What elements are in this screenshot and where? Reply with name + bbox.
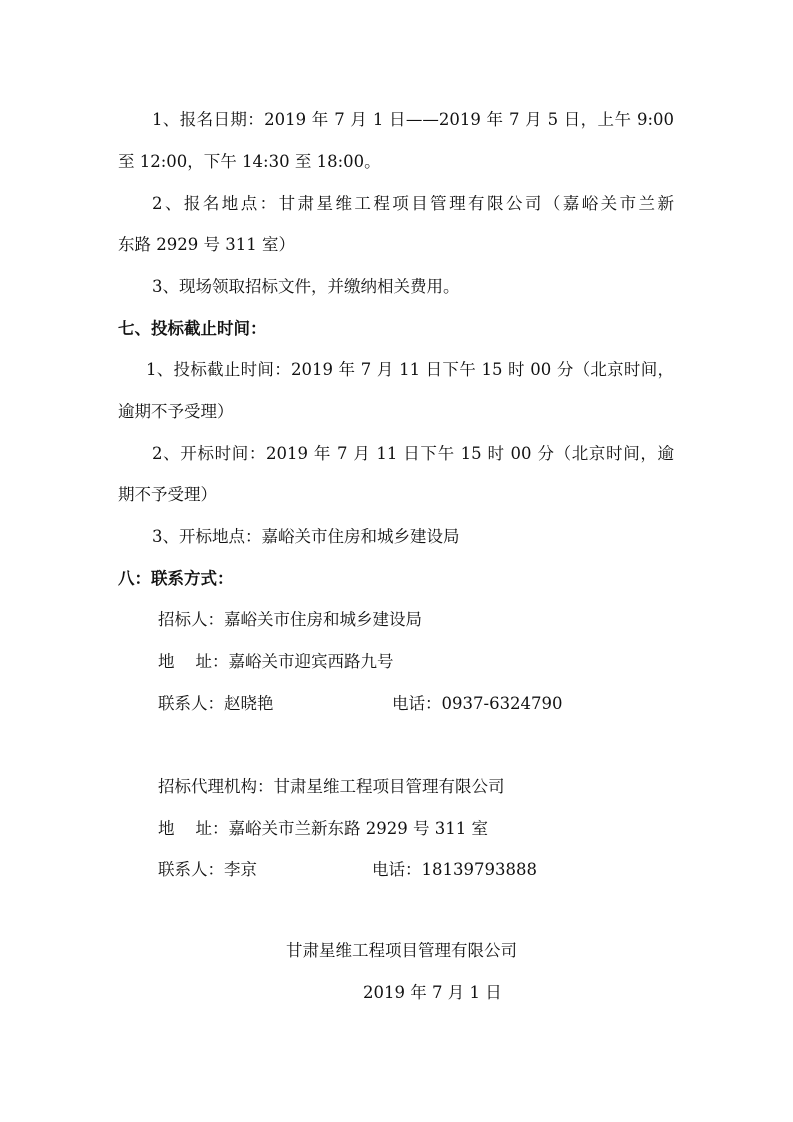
tenderer-phone: 电话：0937-6324790	[392, 694, 563, 713]
bid-opening-location: 3、开标地点：嘉峪关市住房和城乡建设局	[152, 527, 460, 546]
tenderer-name: 招标人：嘉峪关市住房和城乡建设局	[158, 610, 422, 629]
bid-deadline-line1: 1、投标截止时间：2019 年 7 月 11 日下午 15 时 00 分（北京时间，	[146, 360, 674, 379]
tenderer-address: 地 址：嘉峪关市迎宾西路九号	[158, 652, 394, 671]
agency-name: 招标代理机构：甘肃星维工程项目管理有限公司	[158, 777, 505, 796]
signature-date: 2019 年 7 月 1 日	[363, 983, 502, 1002]
deadline-heading: 七、投标截止时间：	[118, 319, 267, 338]
registration-location-line1: 2、报名地点：甘肃星维工程项目管理有限公司（嘉峪关市兰新	[152, 194, 674, 213]
registration-date-line2: 至 12:00，下午 14:30 至 18:00。	[118, 152, 381, 171]
signature-company: 甘肃星维工程项目管理有限公司	[286, 941, 517, 960]
agency-contact-person: 联系人：李京	[158, 860, 257, 879]
registration-documents: 3、现场领取招标文件，并缴纳相关费用。	[152, 277, 460, 296]
bid-opening-time-line1: 2、开标时间：2019 年 7 月 11 日下午 15 时 00 分（北京时间，逾	[152, 444, 674, 463]
agency-phone: 电话：18139793888	[372, 860, 537, 879]
registration-location-line2: 东路 2929 号 311 室）	[118, 235, 295, 254]
registration-date-line1: 1、报名日期：2019 年 7 月 1 日——2019 年 7 月 5 日，上午 9:00	[152, 110, 674, 129]
tenderer-contact-person: 联系人：赵晓艳	[158, 694, 274, 713]
bid-opening-time-line2: 期不予受理）	[118, 485, 217, 504]
contact-heading: 八：联系方式：	[118, 569, 234, 588]
bid-deadline-line2: 逾期不予受理）	[118, 402, 234, 421]
agency-address: 地 址：嘉峪关市兰新东路 2929 号 311 室	[158, 819, 488, 838]
